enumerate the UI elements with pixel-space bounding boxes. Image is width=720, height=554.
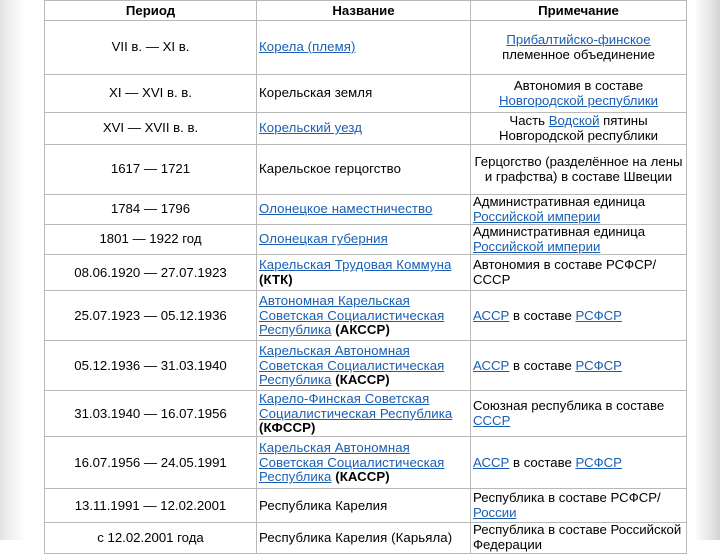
wiki-link[interactable]: Корела (племя) <box>259 39 356 55</box>
period-cell: VII в. — XI в. <box>45 21 257 75</box>
wiki-link[interactable]: Карельская Автономная Советская Социалистическая Республика <box>259 439 445 485</box>
wiki-link[interactable]: Карельская Автономная Советская Социалистическая Республика <box>259 342 445 388</box>
abbreviation: (КАССР) <box>331 372 390 388</box>
text: племенное объединение <box>502 46 655 62</box>
name-cell <box>257 291 471 341</box>
table-row <box>45 75 687 113</box>
name-cell <box>257 195 471 225</box>
period-cell: 25.07.1923 — 05.12.1936 <box>45 291 257 341</box>
wiki-link[interactable]: АССР <box>473 307 510 323</box>
name-cell <box>257 437 471 489</box>
wiki-link[interactable]: Карело-Финская Советская Социалистическая Республика <box>259 390 453 421</box>
note-cell <box>471 21 687 75</box>
name-cell <box>257 489 471 523</box>
period-cell: 31.03.1940 — 16.07.1956 <box>45 391 257 437</box>
table-body <box>45 21 687 554</box>
name-cell <box>257 255 471 291</box>
wiki-link[interactable]: России <box>473 504 517 520</box>
header-period: Период <box>45 1 257 21</box>
name-cell <box>257 341 471 391</box>
note-cell <box>471 341 687 391</box>
table-row <box>45 489 687 523</box>
table-row <box>45 341 687 391</box>
period-cell: XI — XVI в. в. <box>45 75 257 113</box>
page-edge-shadow-left <box>0 0 26 540</box>
text: Корельская земля <box>259 85 373 101</box>
note-cell <box>471 113 687 145</box>
period-cell: 1784 — 1796 <box>45 195 257 225</box>
name-cell <box>257 225 471 255</box>
wiki-link[interactable]: Водской <box>548 112 600 128</box>
table-row <box>45 113 687 145</box>
period-cell: 05.12.1936 — 31.03.1940 <box>45 341 257 391</box>
text: в составе <box>509 454 576 470</box>
text: Союзная республика в составе <box>473 398 665 414</box>
wiki-link[interactable]: Российской империи <box>473 238 601 254</box>
wiki-link[interactable]: Корельский уезд <box>259 120 363 136</box>
name-cell <box>257 113 471 145</box>
wiki-link[interactable]: Карельская Трудовая Коммуна <box>259 257 452 273</box>
table-row <box>45 195 687 225</box>
header-note: Примечание <box>471 1 687 21</box>
period-cell: 1801 — 1922 год <box>45 225 257 255</box>
abbreviation: (КФССР) <box>259 420 316 436</box>
name-cell <box>257 523 471 553</box>
note-cell <box>471 75 687 113</box>
text: Республика в составе Российской Федерации <box>473 522 682 552</box>
table-row <box>45 21 687 75</box>
name-cell <box>257 21 471 75</box>
text: Автономия в составе РСФСР/СССР <box>473 257 657 287</box>
note-cell <box>471 391 687 437</box>
wiki-link[interactable]: РСФСР <box>575 357 622 373</box>
name-cell <box>257 391 471 437</box>
text: Республика в составе РСФСР/ <box>473 490 661 506</box>
note-cell <box>471 291 687 341</box>
note-cell <box>471 523 687 553</box>
wiki-link[interactable]: АССР <box>473 357 510 373</box>
abbreviation: (АКССР) <box>331 322 390 338</box>
table-row <box>45 523 687 553</box>
period-cell: 1617 — 1721 <box>45 145 257 195</box>
wiki-link[interactable]: Олонецкое наместничество <box>259 201 433 217</box>
wiki-link[interactable]: СССР <box>473 412 511 428</box>
wiki-link[interactable]: Автономная Карельская Советская Социалистическая Республика <box>259 292 445 338</box>
table-row <box>45 225 687 255</box>
text: Часть <box>509 112 549 128</box>
name-cell <box>257 145 471 195</box>
period-cell: с 12.02.2001 года <box>45 523 257 553</box>
text: Герцогство (разделённое на лены и графства) в составе Швеции <box>474 153 683 184</box>
abbreviation: (КАССР) <box>331 469 390 485</box>
name-cell <box>257 75 471 113</box>
table-row <box>45 145 687 195</box>
wiki-link[interactable]: АССР <box>473 454 510 470</box>
page-edge-shadow-right <box>694 0 720 540</box>
period-cell: XVI — XVII в. в. <box>45 113 257 145</box>
text: Карельское герцогство <box>259 161 402 177</box>
wiki-link[interactable]: Олонецкая губерния <box>259 231 388 247</box>
wiki-link[interactable]: Новгородской республики <box>499 92 658 108</box>
note-cell <box>471 489 687 523</box>
period-cell: 13.11.1991 — 12.02.2001 <box>45 489 257 523</box>
wiki-link[interactable]: Прибалтийско-финское <box>506 31 651 47</box>
text: пятины Новгородской республики <box>499 112 658 143</box>
wiki-link[interactable]: РСФСР <box>575 307 622 323</box>
period-cell: 08.06.1920 — 27.07.1923 <box>45 255 257 291</box>
wiki-link[interactable]: Российской империи <box>473 208 601 224</box>
text: в составе <box>509 357 576 373</box>
table-row <box>45 391 687 437</box>
text: Административная единица <box>473 224 646 240</box>
wiki-link[interactable]: РСФСР <box>575 454 622 470</box>
table-row <box>45 255 687 291</box>
table-row <box>45 437 687 489</box>
history-table <box>44 0 687 554</box>
note-cell <box>471 145 687 195</box>
text: Административная единица <box>473 194 646 209</box>
table-row <box>45 291 687 341</box>
header-row <box>45 1 687 21</box>
text: в составе <box>509 307 576 323</box>
note-cell <box>471 225 687 255</box>
period-cell: 16.07.1956 — 24.05.1991 <box>45 437 257 489</box>
note-cell <box>471 195 687 225</box>
abbreviation: (КТК) <box>259 271 293 287</box>
note-cell <box>471 437 687 489</box>
header-name: Название <box>257 1 471 21</box>
text: Республика Карелия <box>259 497 388 513</box>
text: Автономия в составе <box>513 77 644 93</box>
text: Республика Карелия (Карьяла) <box>259 529 453 545</box>
note-cell <box>471 255 687 291</box>
